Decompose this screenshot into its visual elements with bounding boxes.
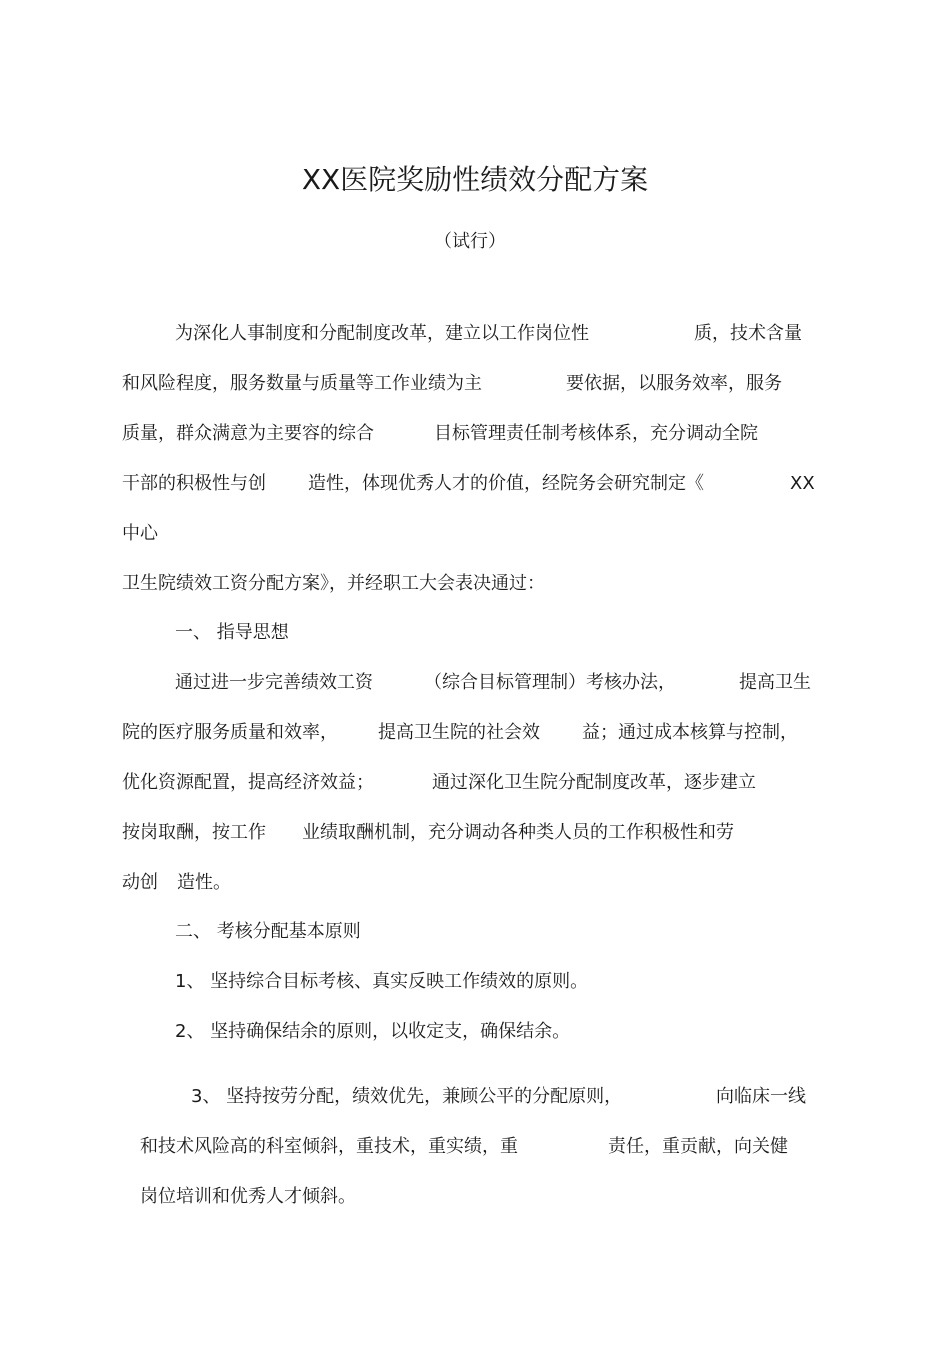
intro-line-3b: 目标管理责任制考核体系，充分调动全院 — [434, 423, 758, 444]
document-subtitle: （试行） — [434, 231, 506, 252]
section2-item-3-line-2b: 责任，重贡献，向关健 — [608, 1136, 788, 1157]
section1-line-2c: 益；通过成本核算与控制， — [582, 722, 798, 743]
section2-item-2: 2、 坚持确保结余的原则，以收定支，确保结余。 — [175, 1021, 571, 1042]
intro-line-2a: 和风险程度，服务数量与质量等工作业绩为主 — [122, 373, 482, 394]
section1-line-1a: 通过进一步完善绩效工资 — [175, 672, 373, 693]
intro-line-1a: 为深化人事制度和分配制度改革，建立以工作岗位性 — [175, 323, 589, 344]
section1-line-3a: 优化资源配置，提高经济效益； — [122, 772, 374, 793]
intro-line-1b: 质，技术含量 — [694, 323, 802, 344]
section1-line-1c: 提高卫生 — [739, 672, 811, 693]
section2-item-3-line-1b: 向临床一线 — [716, 1086, 806, 1107]
section1-heading: 一、 指导思想 — [175, 622, 289, 643]
section1-line-4a: 按岗取酬，按工作 — [122, 822, 266, 843]
section1-line-1b: （综合目标管理制）考核办法， — [424, 672, 676, 693]
section1-line-4b: 业绩取酬机制，充分调动各种类人员的工作积极性和劳 — [302, 822, 734, 843]
intro-line-4b: 造性，体现优秀人才的价值，经院务会研究制定《 — [308, 473, 704, 494]
intro-line-6: 卫生院绩效工资分配方案》，并经职工大会表决通过： — [122, 573, 545, 594]
document-title: XX医院奖励性绩效分配方案 — [301, 163, 649, 196]
intro-line-4a: 干部的积极性与创 — [122, 473, 266, 494]
intro-line-4c: XX — [790, 473, 815, 494]
section1-line-2a: 院的医疗服务质量和效率， — [122, 722, 338, 743]
section1-line-5b: 造性。 — [177, 872, 231, 893]
intro-line-2b: 要依据，以服务效率，服务 — [566, 373, 782, 394]
section2-item-1: 1、 坚持综合目标考核、真实反映工作绩效的原则。 — [175, 971, 589, 992]
intro-line-5: 中心 — [122, 523, 158, 544]
section2-heading: 二、 考核分配基本原则 — [175, 921, 361, 942]
section1-line-5a: 动创 — [122, 872, 158, 893]
section1-line-3b: 通过深化卫生院分配制度改革，逐步建立 — [432, 772, 756, 793]
section2-item-3-line-3: 岗位培训和优秀人才倾斜。 — [140, 1186, 356, 1207]
section2-item-3-line-1a: 3、 坚持按劳分配，绩效优先，兼顾公平的分配原则， — [191, 1086, 623, 1107]
section2-item-3-line-2a: 和技术风险高的科室倾斜，重技术，重实绩，重 — [140, 1136, 518, 1157]
intro-line-3a: 质量，群众满意为主要容的综合 — [122, 423, 374, 444]
section1-line-2b: 提高卫生院的社会效 — [378, 722, 540, 743]
